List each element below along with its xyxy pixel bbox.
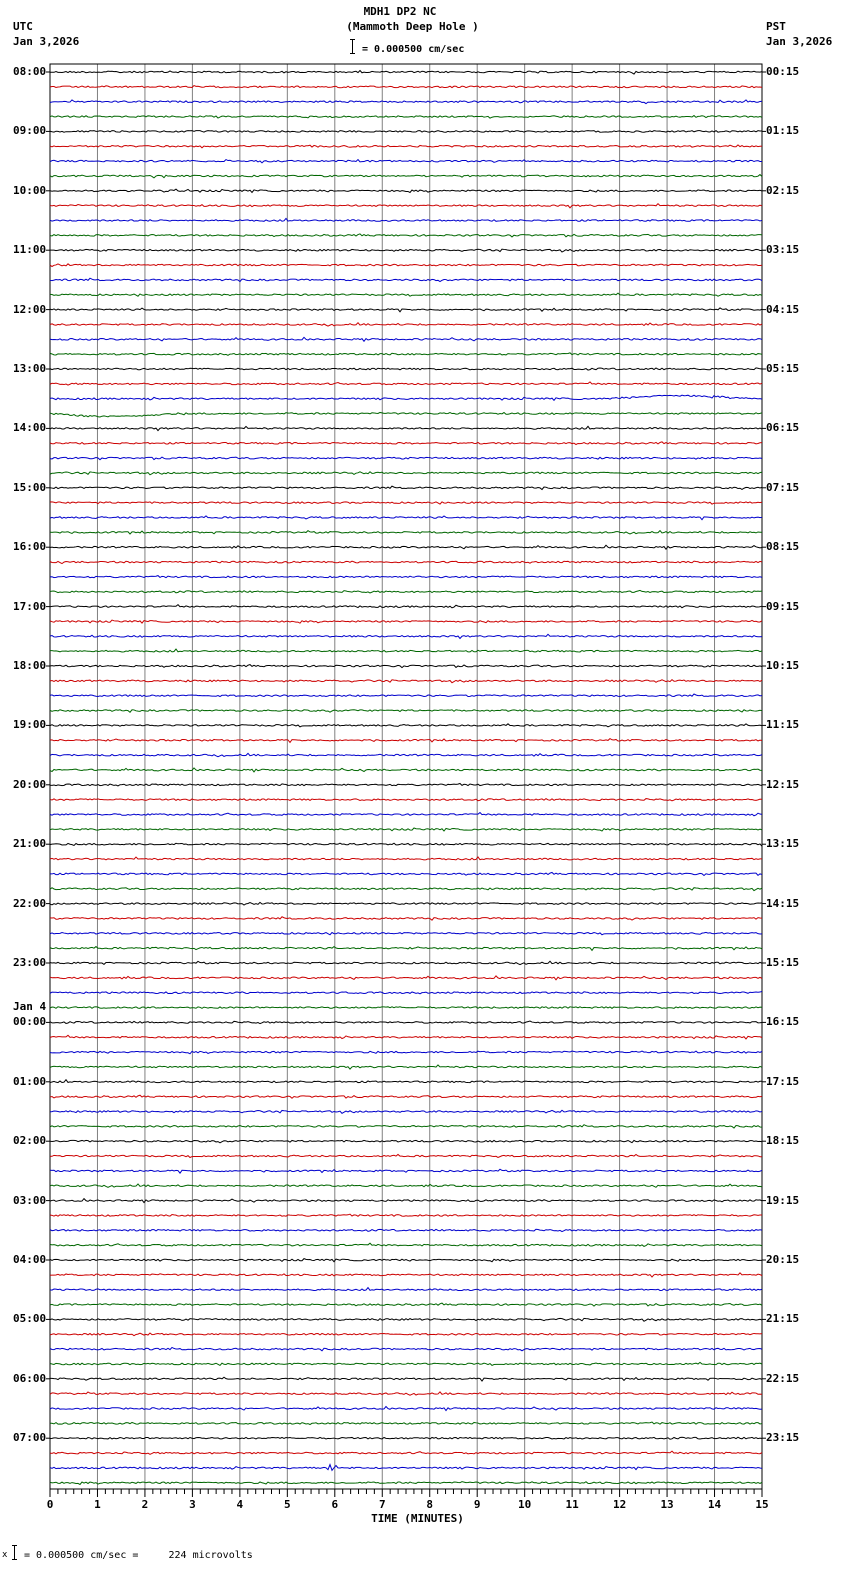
trace-line <box>50 1243 762 1246</box>
right-date: Jan 3,2026 <box>766 35 833 48</box>
pst-hour-label: 21:15 <box>766 1312 800 1326</box>
pst-hour-label: 18:15 <box>766 1134 800 1148</box>
trace-line <box>50 1273 762 1277</box>
trace-line <box>50 1303 762 1306</box>
trace-line <box>50 1199 762 1203</box>
trace-line <box>50 234 762 237</box>
trace-line <box>50 753 762 756</box>
pst-hour-label: 07:15 <box>766 480 800 494</box>
trace-line <box>50 620 762 623</box>
trace-line <box>50 1362 762 1365</box>
trace-line <box>50 665 762 668</box>
trace-line <box>50 86 762 88</box>
trace-line <box>50 278 762 281</box>
trace-line <box>50 1125 762 1128</box>
utc-hour-label: 04:00 <box>13 1253 47 1266</box>
trace-line <box>50 368 762 370</box>
x-tick-label: 3 <box>189 1498 196 1511</box>
station-location: (Mammoth Deep Hole ) <box>346 20 479 33</box>
pst-hour-label: 16:15 <box>766 1015 800 1029</box>
trace-line <box>50 293 762 296</box>
trace-line <box>50 947 762 951</box>
utc-hour-label: 01:00 <box>13 1074 47 1088</box>
trace-line <box>50 1333 762 1336</box>
trace-line <box>50 218 762 221</box>
trace-line <box>50 1051 762 1054</box>
trace-line <box>50 843 762 846</box>
trace-line <box>50 1154 762 1157</box>
trace-line <box>50 160 762 163</box>
trace-line <box>50 457 762 460</box>
trace-line <box>50 917 762 920</box>
station-title: MDH1 DP2 NC <box>363 5 437 18</box>
utc-hour-label: 12:00 <box>13 302 47 316</box>
left-timezone: UTC <box>13 20 33 33</box>
trace-line <box>50 799 762 801</box>
trace-line <box>50 605 762 608</box>
trace-line <box>50 395 762 400</box>
trace-line <box>50 1422 762 1424</box>
scale-label: = 0.000500 cm/sec <box>362 44 465 55</box>
trace-line <box>50 902 762 905</box>
pst-hour-label: 08:15 <box>766 540 800 554</box>
trace-line <box>50 1065 762 1069</box>
pst-hour-label: 19:15 <box>766 1193 800 1207</box>
trace-line <box>50 308 762 312</box>
x-tick-label: 15 <box>755 1498 769 1511</box>
trace-line <box>50 189 762 192</box>
pst-hour-label: 13:15 <box>766 837 800 851</box>
trace-line <box>50 872 762 875</box>
pst-hour-label: 17:15 <box>766 1074 800 1088</box>
trace-line <box>50 1392 762 1395</box>
pst-hour-label: 15:15 <box>766 956 800 969</box>
x-tick-label: 14 <box>707 1498 722 1511</box>
x-tick-label: 8 <box>426 1498 434 1511</box>
pst-hour-label: 11:15 <box>766 718 800 732</box>
trace-line <box>50 1021 762 1024</box>
trace-line <box>50 857 762 860</box>
trace-line <box>50 694 762 696</box>
trace-line <box>50 1437 762 1439</box>
trace-line <box>50 1184 762 1187</box>
trace-line <box>50 486 762 489</box>
pst-hour-label: 06:15 <box>766 421 800 435</box>
pst-hour-label: 05:15 <box>766 362 800 375</box>
trace-line <box>50 710 762 713</box>
trace-line <box>50 768 762 772</box>
utc-hour-label: 00:00 <box>13 1015 47 1029</box>
trace-line <box>50 412 762 417</box>
x-tick-label: 10 <box>518 1498 532 1511</box>
trace-line <box>50 932 762 934</box>
utc-hour-label: 21:00 <box>13 837 47 851</box>
trace-line <box>50 1465 762 1471</box>
right-timezone: PST <box>766 20 786 33</box>
utc-hour-label: 08:00 <box>13 65 47 78</box>
trace-line <box>50 1169 762 1173</box>
utc-hour-label: 15:00 <box>13 480 47 494</box>
trace-line <box>50 249 762 252</box>
trace-line <box>50 813 762 816</box>
trace-line <box>50 1095 762 1098</box>
utc-hour-label: 02:00 <box>13 1134 47 1148</box>
x-tick-label: 4 <box>236 1498 244 1511</box>
utc-hour-label: 06:00 <box>13 1371 47 1385</box>
trace-line <box>50 888 762 891</box>
trace-line <box>50 1080 762 1083</box>
pst-hour-label: 01:15 <box>766 124 800 138</box>
pst-hour-label: 00:15 <box>766 65 800 78</box>
trace-line <box>50 531 762 534</box>
trace-line <box>50 1482 762 1485</box>
utc-hour-label: 16:00 <box>13 540 47 554</box>
utc-hour-label: 22:00 <box>13 896 47 910</box>
trace-line <box>50 590 762 593</box>
utc-hour-label: 20:00 <box>13 777 47 791</box>
utc-hour-label: 14:00 <box>13 421 47 435</box>
trace-line <box>50 442 762 445</box>
trace-line <box>50 1451 762 1454</box>
trace-line <box>50 1035 762 1039</box>
x-tick-label: 6 <box>331 1498 339 1511</box>
utc-hour-label: 11:00 <box>13 243 47 257</box>
trace-line <box>50 1229 762 1231</box>
trace-line <box>50 545 762 549</box>
trace-line <box>50 649 762 652</box>
trace-line <box>50 739 762 743</box>
trace-line <box>50 145 762 148</box>
x-tick-label: 13 <box>660 1498 674 1511</box>
trace-line <box>50 516 762 520</box>
trace-line <box>50 634 762 638</box>
trace-line <box>50 1110 762 1113</box>
pst-hour-label: 03:15 <box>766 243 800 257</box>
trace-line <box>50 1288 762 1291</box>
trace-line <box>50 1259 762 1262</box>
trace-line <box>50 724 762 727</box>
trace-line <box>50 337 762 341</box>
x-tick-label: 2 <box>141 1498 149 1511</box>
x-tick-label: 7 <box>378 1498 386 1511</box>
trace-line <box>50 264 762 267</box>
trace-line <box>50 382 762 385</box>
left-date: Jan 3,2026 <box>13 35 80 48</box>
utc-hour-label: 07:00 <box>13 1431 47 1445</box>
utc-hour-label: 09:00 <box>13 124 47 138</box>
trace-line <box>50 1347 762 1350</box>
trace-line <box>50 353 762 355</box>
pst-hour-label: 23:15 <box>766 1431 800 1445</box>
trace-line <box>50 472 762 475</box>
trace-line <box>50 71 762 75</box>
utc-hour-label: 10:00 <box>13 183 47 197</box>
utc-hour-label: 17:00 <box>13 599 47 613</box>
trace-line <box>50 116 762 119</box>
pst-hour-label: 14:15 <box>766 896 800 910</box>
footer-scale-bar-icon <box>12 1545 17 1560</box>
trace-line <box>50 502 762 504</box>
utc-hour-label: 18:00 <box>13 659 47 672</box>
footer-arrow-icon: x <box>2 1550 8 1560</box>
trace-line <box>50 1214 762 1216</box>
trace-line <box>50 784 762 786</box>
pst-hour-label: 12:15 <box>766 777 800 791</box>
trace-line <box>50 961 762 964</box>
x-tick-label: 5 <box>284 1498 291 1511</box>
trace-line <box>50 828 762 831</box>
trace-line <box>50 1407 762 1411</box>
trace-line <box>50 680 762 683</box>
pst-hour-label: 09:15 <box>766 599 800 613</box>
trace-line <box>50 175 762 178</box>
x-axis-label: TIME (MINUTES) <box>371 1512 464 1525</box>
pst-hour-label: 22:15 <box>766 1371 800 1385</box>
x-tick-label: 1 <box>94 1498 101 1511</box>
day-change-label: Jan 4 <box>13 1000 47 1014</box>
trace-line <box>50 561 762 563</box>
utc-hour-label: 23:00 <box>13 956 47 969</box>
x-tick-label: 11 <box>565 1498 579 1511</box>
trace-line <box>50 131 762 133</box>
trace-line <box>50 1377 762 1381</box>
trace-line <box>50 991 762 993</box>
x-tick-label: 0 <box>46 1498 54 1511</box>
footer-scale-note: = 0.000500 cm/sec = 224 microvolts <box>24 1550 253 1561</box>
pst-hour-label: 04:15 <box>766 302 800 316</box>
pst-hour-label: 10:15 <box>766 659 800 672</box>
trace-line <box>50 1007 762 1009</box>
utc-hour-label: 19:00 <box>13 718 47 732</box>
x-tick-label: 12 <box>612 1498 627 1511</box>
trace-line <box>50 576 762 578</box>
trace-line <box>50 1140 762 1142</box>
trace-line <box>50 426 762 430</box>
utc-hour-label: 03:00 <box>13 1193 47 1207</box>
pst-hour-label: 02:15 <box>766 183 800 197</box>
pst-hour-label: 20:15 <box>766 1253 800 1266</box>
plot-frame <box>50 64 762 1489</box>
utc-hour-label: 13:00 <box>13 362 47 375</box>
trace-line <box>50 323 762 326</box>
trace-line <box>50 976 762 980</box>
utc-hour-label: 05:00 <box>13 1312 47 1326</box>
trace-line <box>50 100 762 104</box>
trace-line <box>50 1318 762 1321</box>
trace-line <box>50 204 762 208</box>
x-tick-label: 9 <box>473 1498 481 1511</box>
